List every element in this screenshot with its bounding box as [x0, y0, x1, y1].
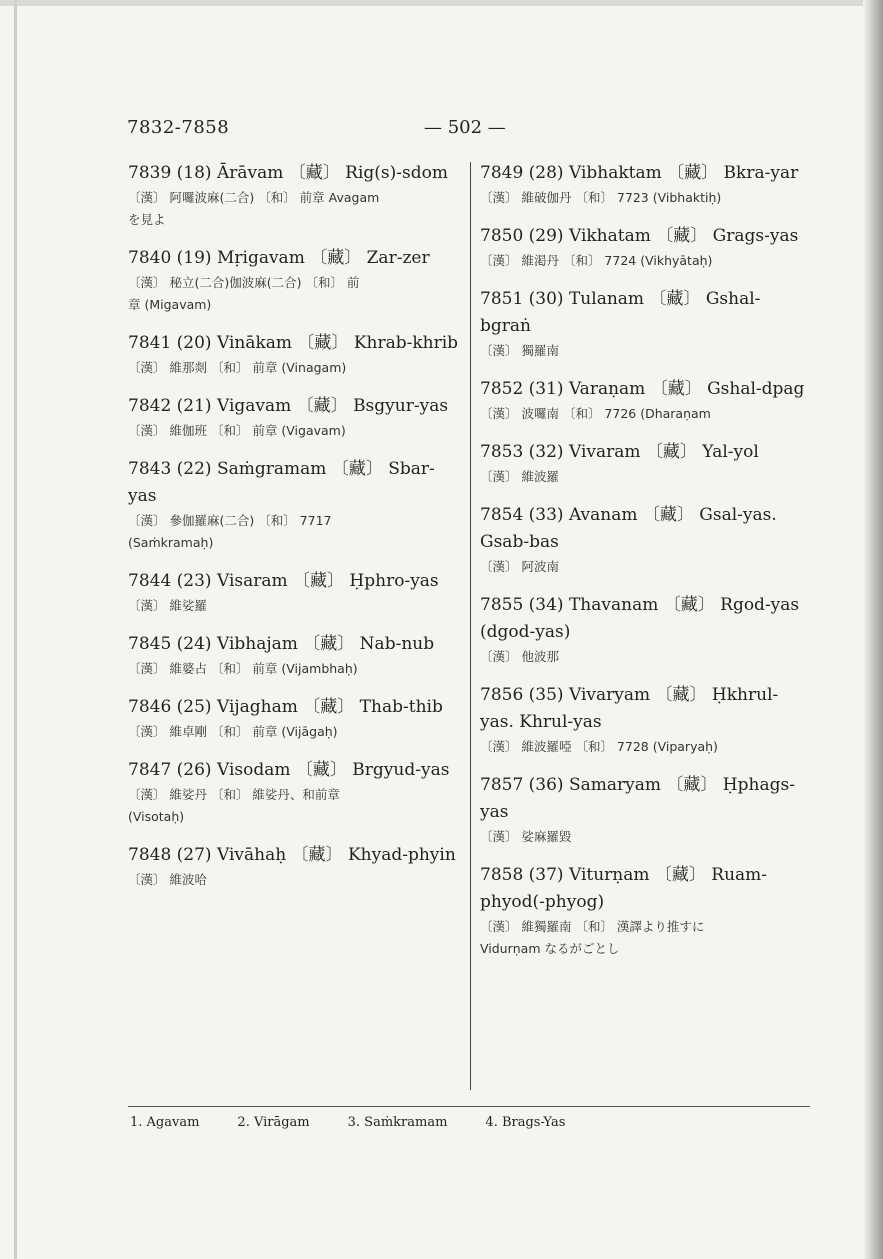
dictionary-entry — [480, 160, 810, 209]
entry-headword: 7844 (23) Visaram 〔藏〕 Ḥphro-yas — [128, 571, 439, 591]
entry-gloss-line: 〔漢〕 阿波南 — [480, 559, 559, 574]
entry-gloss-line: 〔漢〕 維波哈 — [128, 872, 207, 887]
entry-gloss-line: Vidurṇam なるがごとし — [480, 941, 620, 956]
entry-headword: 7857 (36) Samaryam 〔藏〕 Ḥphags-yas — [480, 775, 795, 822]
entry-headword: 7842 (21) Vigavam 〔藏〕 Bsgyur-yas — [128, 396, 449, 416]
entry-gloss-line: (Saṁkramaḥ) — [128, 535, 214, 550]
column-divider — [470, 162, 471, 1090]
entry-headword: 7853 (32) Vivaram 〔藏〕 Yal-yol — [480, 442, 759, 462]
entry-range-header: 7832-7858 — [127, 117, 230, 138]
footnote: 2. Virāgam — [237, 1115, 310, 1130]
entry-gloss-line: 〔漢〕 維渇丹 〔和〕 7724 (Vikhyātaḥ) — [480, 253, 713, 268]
dictionary-entry — [480, 376, 810, 425]
footnotes — [130, 1115, 565, 1130]
entry-gloss-line: (Visotaḥ) — [128, 809, 185, 824]
entry-gloss-line: 〔漢〕 阿囉波麻(二合) 〔和〕 前章 Avagam — [128, 190, 380, 205]
dictionary-entry — [480, 286, 810, 362]
entry-headword: 7851 (30) Tulanam 〔藏〕 Gshal-bgraṅ — [480, 289, 761, 336]
entry-gloss-line: 〔漢〕 維波羅 — [480, 469, 559, 484]
dictionary-entry — [128, 456, 460, 554]
footnote-rule — [128, 1106, 810, 1107]
dictionary-entry — [128, 245, 460, 316]
dictionary-entry — [480, 592, 810, 668]
entry-headword: 7848 (27) Vivāhaḥ 〔藏〕 Khyad-phyin — [128, 845, 456, 865]
page-top-shadow — [0, 0, 883, 6]
entry-headword: 7841 (20) Vinākam 〔藏〕 Khrab-khrib — [128, 333, 459, 353]
entry-gloss-line: 〔漢〕 秘立(二合)伽波麻(二合) 〔和〕 前 — [128, 275, 360, 290]
entry-headword: 7846 (25) Vijagham 〔藏〕 Thab-thib — [128, 697, 443, 717]
entry-gloss-line: 〔漢〕 維娑羅 — [128, 598, 207, 613]
dictionary-entry — [128, 393, 460, 442]
dictionary-entry — [128, 330, 460, 379]
entry-gloss-line: 〔漢〕 維獨羅南 〔和〕 漢譯より推すに — [480, 919, 705, 934]
entry-gloss-line: 〔漢〕 他波那 — [480, 649, 559, 664]
page-right-shadow — [863, 0, 883, 1259]
dictionary-entry — [480, 223, 810, 272]
entry-headword: 7856 (35) Vivaryam 〔藏〕 Ḥkhrul-yas. Khrul-yas — [480, 685, 779, 732]
entry-headword: 7852 (31) Varaṇam 〔藏〕 Gshal-dpag — [480, 379, 805, 399]
dictionary-entry — [480, 439, 810, 488]
dictionary-entry — [128, 694, 460, 743]
dictionary-entry — [128, 631, 460, 680]
entry-headword: 7839 (18) Ārāvam 〔藏〕 Rig(s)-sdom — [128, 163, 448, 183]
entry-headword: 7855 (34) Thavanam 〔藏〕 Rgod-yas (dgod-yas) — [480, 595, 800, 642]
dictionary-entry — [128, 568, 460, 617]
left-column — [128, 160, 460, 905]
entry-gloss-line: 章 (Migavam) — [128, 297, 212, 312]
entry-gloss-line: 〔漢〕 維娑丹 〔和〕 維娑丹、和前章 — [128, 787, 340, 802]
entry-headword: 7850 (29) Vikhatam 〔藏〕 Grags-yas — [480, 226, 799, 246]
entry-headword: 7847 (26) Visodam 〔藏〕 Brgyud-yas — [128, 760, 450, 780]
dictionary-entry — [480, 772, 810, 848]
entry-gloss-line: 〔漢〕 獨羅南 — [480, 343, 559, 358]
dictionary-entry — [128, 842, 460, 891]
entry-gloss-line: 〔漢〕 維那剡 〔和〕 前章 (Vinagam) — [128, 360, 347, 375]
entry-gloss-line: 〔漢〕 波囉南 〔和〕 7726 (Dharaṇam — [480, 406, 711, 421]
entry-gloss-line: 〔漢〕 維婆占 〔和〕 前章 (Vijambhaḥ) — [128, 661, 358, 676]
entry-headword: 7845 (24) Vibhajam 〔藏〕 Nab-nub — [128, 634, 435, 654]
entry-gloss-line: 〔漢〕 參伽羅麻(二合) 〔和〕 7717 — [128, 513, 332, 528]
page-left-binding-edge — [14, 0, 17, 1259]
page-number: — 502 — — [424, 117, 506, 138]
footnote: 1. Agavam — [130, 1115, 200, 1130]
dictionary-entry — [128, 757, 460, 828]
entry-gloss-line: 〔漢〕 娑麻羅毀 — [480, 829, 572, 844]
dictionary-entry — [128, 160, 460, 231]
footnote: 4. Brags-Yas — [485, 1115, 566, 1130]
entry-gloss-line: 〔漢〕 維波羅啞 〔和〕 7728 (Viparyaḥ) — [480, 739, 718, 754]
dictionary-entry — [480, 862, 810, 960]
entry-headword: 7840 (19) Mṛigavam 〔藏〕 Zar-zer — [128, 248, 430, 268]
dictionary-entry — [480, 682, 810, 758]
entry-headword: 7858 (37) Viturṇam 〔藏〕 Ruam-phyod(-phyog) — [480, 865, 768, 912]
entry-headword: 7854 (33) Avanam 〔藏〕 Gsal-yas. Gsab-bas — [480, 505, 777, 552]
right-column — [480, 160, 810, 974]
footnote: 3. Saṁkramam — [347, 1115, 448, 1130]
entry-headword: 7849 (28) Vibhaktam 〔藏〕 Bkra-yar — [480, 163, 799, 183]
entry-gloss-line: を見よ — [128, 212, 166, 227]
entry-gloss-line: 〔漢〕 維破伽丹 〔和〕 7723 (Vibhaktiḥ) — [480, 190, 722, 205]
entry-gloss-line: 〔漢〕 維伽班 〔和〕 前章 (Vigavam) — [128, 423, 346, 438]
entry-gloss-line: 〔漢〕 維卓剛 〔和〕 前章 (Vijāgaḥ) — [128, 724, 338, 739]
dictionary-entry — [480, 502, 810, 578]
entry-headword: 7843 (22) Saṁgramam 〔藏〕 Sbar-yas — [128, 459, 435, 506]
